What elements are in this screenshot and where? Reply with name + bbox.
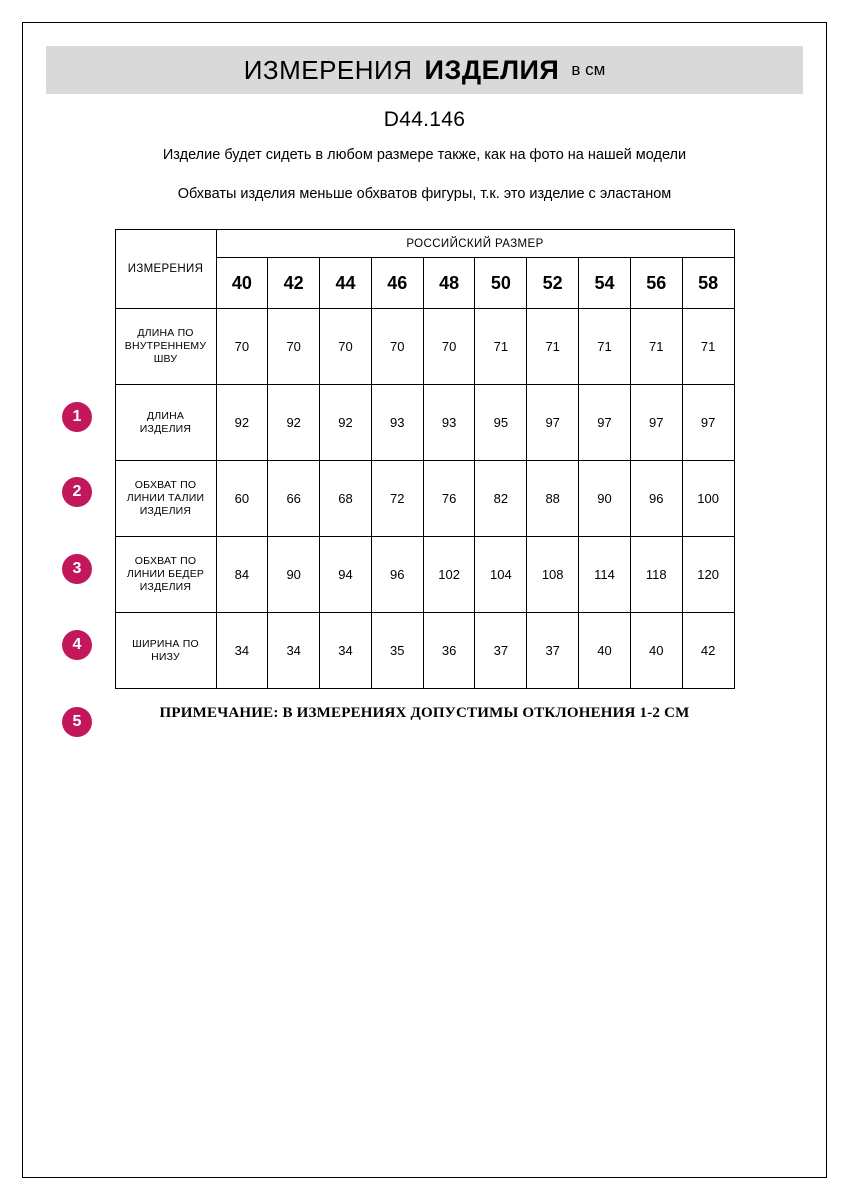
- cell-value: 92: [216, 385, 268, 461]
- cell-value: 108: [527, 537, 579, 613]
- measurement-marker-2: 2: [62, 477, 92, 507]
- cell-value: 68: [320, 461, 372, 537]
- cell-value: 104: [475, 537, 527, 613]
- cell-value: 84: [216, 537, 268, 613]
- size-header-cell: 46: [371, 258, 423, 309]
- cell-value: 97: [527, 385, 579, 461]
- table-row: [115, 537, 734, 613]
- cell-value: 40: [630, 613, 682, 689]
- row-label: ДЛИНА ИЗДЕЛИЯ: [115, 385, 216, 461]
- cell-value: 94: [320, 537, 372, 613]
- title-measurements: ИЗМЕРЕНИЯ: [243, 54, 413, 85]
- table-row: [115, 461, 734, 537]
- row-label: ОБХВАТ ПО ЛИНИИ БЕДЕР ИЗДЕЛИЯ: [115, 537, 216, 613]
- table-row: [115, 309, 734, 385]
- model-code: D44.146: [383, 108, 466, 131]
- cell-value: 90: [268, 537, 320, 613]
- cell-value: 37: [527, 613, 579, 689]
- table-row: [115, 385, 734, 461]
- cell-value: 71: [475, 309, 527, 385]
- measurement-marker-1: 1: [62, 402, 92, 432]
- table-header-group-row: [115, 230, 734, 258]
- document-title-bar: [46, 46, 803, 94]
- cell-value: 60: [216, 461, 268, 537]
- size-header-cell: 56: [630, 258, 682, 309]
- cell-value: 96: [630, 461, 682, 537]
- elastane-note: Обхваты изделия меньше обхватов фигуры, т.к. это изделие с эластаном: [177, 186, 672, 203]
- cell-value: 88: [527, 461, 579, 537]
- row-label: ДЛИНА ПО ВНУТРЕННЕМУ ШВУ: [115, 309, 216, 385]
- cell-value: 90: [579, 461, 631, 537]
- cell-value: 120: [682, 537, 734, 613]
- cell-value: 100: [682, 461, 734, 537]
- size-header-cell: 54: [579, 258, 631, 309]
- cell-value: 96: [371, 537, 423, 613]
- title-product: ИЗДЕЛИЯ: [424, 54, 560, 85]
- table-row: [115, 613, 734, 689]
- cell-value: 97: [630, 385, 682, 461]
- cell-value: 71: [630, 309, 682, 385]
- measurement-marker-5: 5: [62, 707, 92, 737]
- header-russian-size: РОССИЙСКИЙ РАЗМЕР: [216, 230, 734, 258]
- cell-value: 42: [682, 613, 734, 689]
- cell-value: 70: [268, 309, 320, 385]
- cell-value: 72: [371, 461, 423, 537]
- cell-value: 114: [579, 537, 631, 613]
- cell-value: 35: [371, 613, 423, 689]
- cell-value: 93: [423, 385, 475, 461]
- size-header-cell: 58: [682, 258, 734, 309]
- cell-value: 97: [682, 385, 734, 461]
- measurements-table: [115, 229, 735, 689]
- cell-value: 71: [682, 309, 734, 385]
- cell-value: 92: [268, 385, 320, 461]
- cell-value: 34: [216, 613, 268, 689]
- cell-value: 70: [320, 309, 372, 385]
- cell-value: 76: [423, 461, 475, 537]
- cell-value: 34: [268, 613, 320, 689]
- cell-value: 34: [320, 613, 372, 689]
- size-header-cell: 52: [527, 258, 579, 309]
- size-header-cell: 40: [216, 258, 268, 309]
- cell-value: 95: [475, 385, 527, 461]
- size-header-cell: 44: [320, 258, 372, 309]
- cell-value: 66: [268, 461, 320, 537]
- size-header-cell: 48: [423, 258, 475, 309]
- fit-note: Изделие будет сидеть в любом размере также, как на фото на нашей модели: [162, 147, 687, 163]
- title-units: в см: [571, 60, 606, 79]
- cell-value: 70: [371, 309, 423, 385]
- cell-value: 71: [527, 309, 579, 385]
- cell-value: 36: [423, 613, 475, 689]
- cell-value: 82: [475, 461, 527, 537]
- cell-value: 93: [371, 385, 423, 461]
- cell-value: 71: [579, 309, 631, 385]
- cell-value: 92: [320, 385, 372, 461]
- measurement-marker-3: 3: [62, 554, 92, 584]
- measurement-marker-4: 4: [62, 630, 92, 660]
- cell-value: 70: [423, 309, 475, 385]
- row-label: ОБХВАТ ПО ЛИНИИ ТАЛИИ ИЗДЕЛИЯ: [115, 461, 216, 537]
- cell-value: 102: [423, 537, 475, 613]
- row-label: ШИРИНА ПО НИЗУ: [115, 613, 216, 689]
- cell-value: 37: [475, 613, 527, 689]
- cell-value: 118: [630, 537, 682, 613]
- size-header-cell: 50: [475, 258, 527, 309]
- cell-value: 40: [579, 613, 631, 689]
- footer-note: ПРИМЕЧАНИЕ: В ИЗМЕРЕНИЯХ ДОПУСТИМЫ ОТКЛОНЕНИЯ 1-2 СМ: [159, 705, 690, 722]
- header-measurements: ИЗМЕРЕНИЯ: [115, 230, 216, 309]
- cell-value: 97: [579, 385, 631, 461]
- size-header-cell: 42: [268, 258, 320, 309]
- cell-value: 70: [216, 309, 268, 385]
